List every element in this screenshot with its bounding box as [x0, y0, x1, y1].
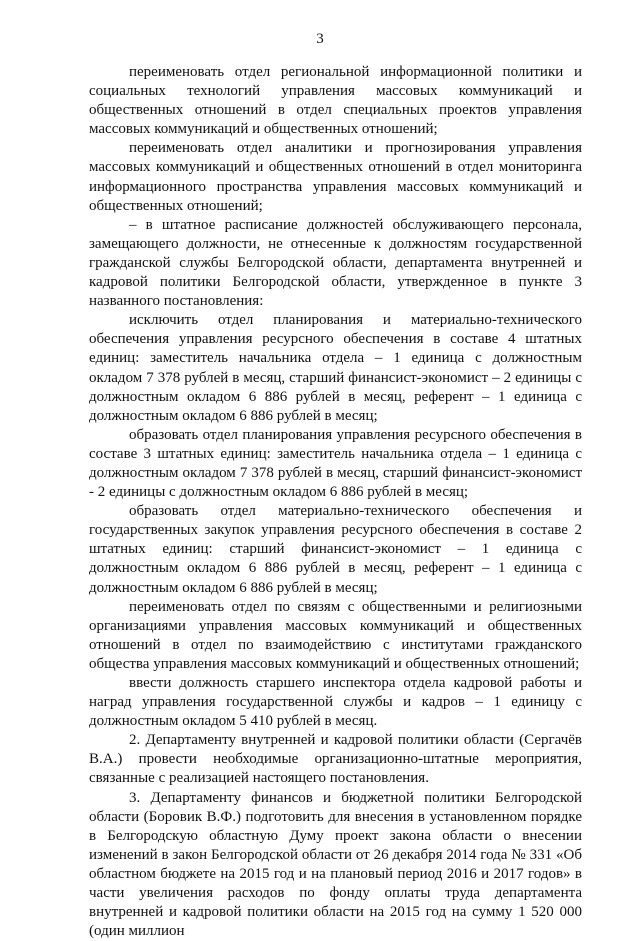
page-number: 3 — [316, 31, 324, 47]
paragraph-rename-analytics-dept: переименовать отдел аналитики и прогнозирования управления массовых коммуникаций и общественных отношений в отдел мониторинга информационного пространства управления массовых коммуникаций и общественных отношений; — [89, 140, 582, 214]
paragraph-exclude-planning-dept: исключить отдел планирования и материально-технического обеспечения управления ресурсного обеспечения в составе 4 штатных единиц: заместитель начальника отдела – 1 единица с должностным окладом 7 378 рублей в месяц, старший финансист-экономист – 2 единицы с должностным окладом 6 886 рублей в месяц, референт – 1 единица с должностным окладом 6 886 рублей в месяц; — [89, 312, 582, 424]
paragraph-rename-regional-dept: переименовать отдел региональной информационной политики и социальных технологий управления массовых коммуникаций и общественных отношений в отдел специальных проектов управления массовых коммуникаций и общественных отношений; — [89, 64, 582, 138]
paragraph-rename-public-relations-dept: переименовать отдел по связям с общественными и религиозными организациями управления массовых коммуникаций и общественных отношений в отдел по взаимодействию с институтами гражданского общества управления массовых коммуникаций и общественных отношений; — [89, 598, 582, 672]
paragraph-form-planning-dept: образовать отдел планирования управления ресурсного обеспечения в составе 3 штатных единиц: заместитель начальника отдела – 1 единица с должностным окладом 7 378 рублей в месяц, старший финансист-экономист - 2 единицы с должностным окладом 6 886 рублей в месяц; — [89, 426, 582, 501]
paragraph-introduce-inspector-position: ввести должность старшего инспектора отдела кадровой работы и наград управления государственной службы и кадров – 1 единицу с должностным окладом 5 410 рублей в месяц. — [89, 675, 582, 730]
paragraph-service-staff-schedule: – в штатное расписание должностей обслуживающего персонала, замещающего должности, не отнесенные к должностям государственной гражданской службы Белгородской области, департамента внутренней и кадровой политики Белгородской области, утвержденное в пункте 3 названного постановления: — [89, 216, 582, 310]
paragraph-item-3: 3. Департаменту финансов и бюджетной политики Белгородской области (Боровик В.Ф.) подготовить для внесения в установленном порядке в Белгородскую областную Думу проект закона области о внесении изменений в закон Белгородской области от 26 декабря 2014 года № 331 «Об областном бюджете на 2015 год и на плановый период 2016 и 2017 годов» в части увеличения расходов по фонду оплаты труда департамента внутренней и кадровой политики области на 2015 год на сумму 1 520 000 (один миллион — [89, 789, 582, 940]
document-body — [89, 63, 582, 941]
paragraph-item-2: 2. Департаменту внутренней и кадровой политики области (Сергачёв В.А.) провести необходимые организационно-штатные мероприятия, связанные с реализацией настоящего постановления. — [89, 732, 582, 787]
paragraph-form-procurement-dept: образовать отдел материально-технического обеспечения и государственных закупок управления ресурсного обеспечения в составе 2 штатных единиц: старший финансист-экономист – 1 единица с должностным окладом 6 886 рублей в месяц, референт – 1 единица с должностным окладом 6 886 рублей в месяц; — [89, 503, 582, 596]
